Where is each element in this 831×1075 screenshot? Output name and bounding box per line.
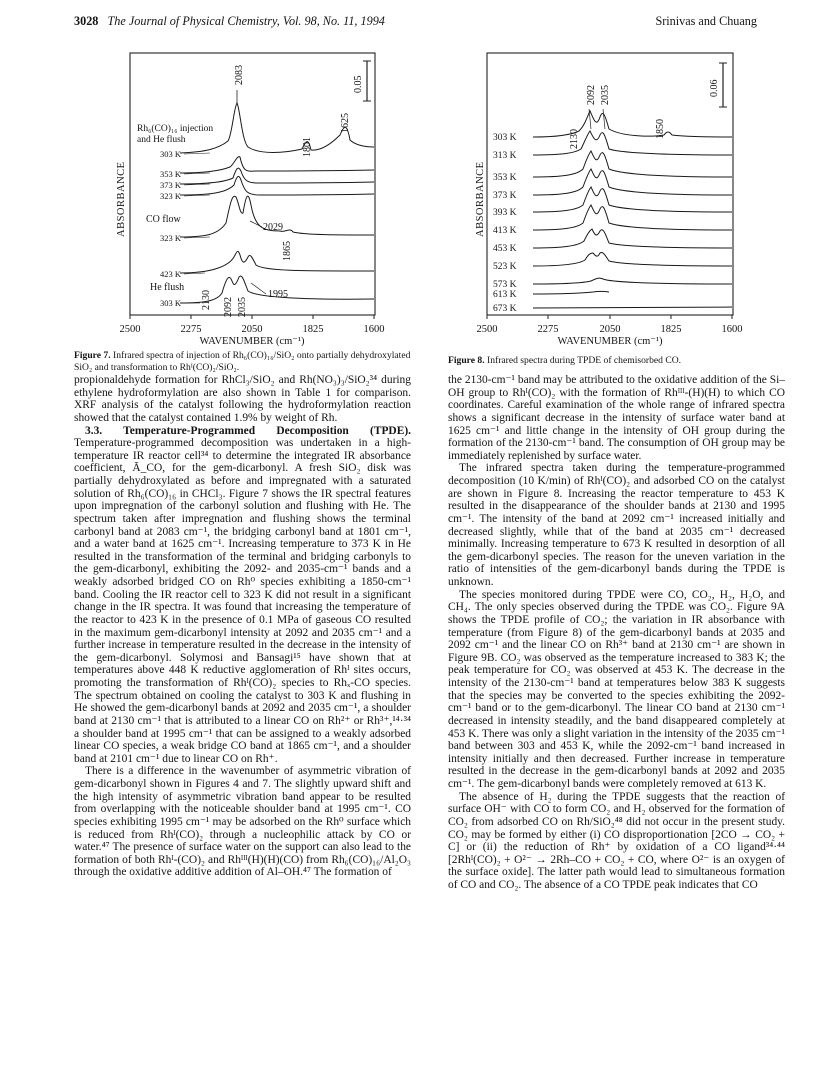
y-axis-label: ABSORBANCE bbox=[116, 161, 127, 237]
x-axis-label: WAVENUMBER (cm⁻¹) bbox=[199, 336, 305, 347]
figure-7-caption bbox=[74, 350, 414, 374]
spectrum-label: 423 K bbox=[160, 269, 182, 279]
x-tick-label: 1825 bbox=[660, 324, 682, 335]
x-axis-label: WAVENUMBER (cm⁻¹) bbox=[557, 336, 663, 347]
temperature-label: 453 K bbox=[493, 244, 517, 254]
peak-label: 2092 bbox=[586, 85, 597, 105]
paragraph-text: Temperature-programmed decomposition was undertaken in a high-temperature IR reactor cell³⁴ to determine the integrated IR absorbance coefficient, Ā_CO, for the gem-dicarbonyl. A fresh SiO₂ disk was partially dehydroxylated as before and impregnated with a saturated solution of Rh₆(CO)₁₆ in CHCl₃. Figure 7 shows the IR spectral features upon impregnation of the carbonyl solution and flushing with He. The spectrum taken after impregnation and flushing shows the terminal carbonyl band at 2083 cm⁻¹, the bridging carbonyl band at 1801 cm⁻¹, and a water band at 1625 cm⁻¹. Increasing temperature to 373 K in He resulted in the transformation of the terminal and bridging carbonyls to the gem-dicarbonyl, exhibiting the 2092- and 2035-cm⁻¹ bands and a weakly adsorbed bridged CO on Rh⁰ species exhibiting a 1850-cm⁻¹ band. Cooling the IR reactor cell to 323 K did not result in a significant change in the IR spectra. It was found that increasing the temperature of the reactor to 423 K in the presence of 0.1 MPa of gaseous CO resulted in the maximum gem-dicarbonyl intensity at 2092 and 2035 cm⁻¹ and a further increase in temperature resulted in the decrease in the intensity of the gem-dicarbonyl. Solymosi and Bansagi¹⁵ have shown that at temperatures above 448 K reductive agglomeration of Rhᴵ sites occurs, promoting the transformation of Rhᴵ(CO)₂ species to Rhₓ-CO species. The spectrum obtained on cooling the catalyst to 303 K and flushing in He showed the gem-dicarbonyl bands at 2092 and 2035 cm⁻¹, a shoulder band at 2130 cm⁻¹ that is attributed to a linear CO on Rh²⁺ or Rh³⁺,¹⁴·³⁴ a shoulder band at 1995 cm⁻¹ that can be assigned to a weakly adsorbed linear CO species, a weak bridge CO band at 1865 cm⁻¹, and a shoulder band at 2101 cm⁻¹ due to linear CO on Rh⁺. bbox=[74, 437, 411, 765]
spectra-curves bbox=[533, 111, 732, 308]
running-header-left bbox=[74, 14, 385, 29]
figure-7-plot bbox=[80, 45, 420, 360]
x-tick-label: 1600 bbox=[363, 324, 385, 335]
spectrum-label: 323 K bbox=[160, 233, 182, 243]
paragraph: propionaldehyde formation for RhCl₃/SiO₂ and Rh(NO₃)₃/SiO₂³⁴ during ethylene hydroformylation are also shown in Table 1 for comparison. XRF analysis of the catalyst following the hydroformylation reaction showed that the catalyst contained 1.9% by weight of Rh. bbox=[74, 374, 411, 424]
figure-8-plot bbox=[453, 45, 753, 360]
x-tick-label: 1600 bbox=[721, 324, 743, 335]
peak-label: 2130 bbox=[569, 129, 580, 149]
paragraph-section-3-3 bbox=[74, 425, 411, 766]
figure-8-caption bbox=[448, 355, 788, 367]
paragraph: The species monitored during TPDE were CO, CO₂, H₂, H₂O, and CH₄. The only species observed during the TPDE was CO₂. Figure 9A shows the TPDE profile of CO₂; the variation in IR absorbance with temperature (from Figure 8) of the gem-dicarbonyl bands at 2035 and 2092 cm⁻¹ and the linear CO on Rh³⁺ band at 2130 cm⁻¹ are shown in Figure 9B. CO₂ was observed as the temperature increased to 383 K; the peak temperature for CO₂ was observed at 453 K. The decrease in the intensity of the 2130-cm⁻¹ band at temperatures below 383 K suggests that the species may be converted to the species exhibiting the 2092-cm⁻¹ band or to the gem-dicarbonyl. The linear CO band at 2130 cm⁻¹ decreased in intensity steadily, and the band disappeared completely at 453 K. There was only a slight variation in the intensity of the 2035 cm⁻¹ band between 303 and 453 K, while the 2092-cm⁻¹ band increased in intensity initially and then decreased. Further increase in temperature resulted in the decrease in the gem-dicarbonyl bands at 2092 and 2035 cm⁻¹. The gem-dicarbonyl bands were completely removed at 613 K. bbox=[448, 588, 785, 790]
peak-label: 2029 bbox=[263, 222, 283, 233]
temperature-label: 673 K bbox=[493, 304, 517, 314]
peak-label: 1865 bbox=[282, 241, 293, 261]
peak-label: 1625 bbox=[340, 113, 351, 133]
temperature-label: 613 K bbox=[493, 290, 517, 300]
section-heading: 3.3. Temperature-Programmed Decomposition (TPDE). bbox=[85, 424, 411, 437]
temperature-label: 373 K bbox=[493, 191, 517, 201]
scale-bar-label: 0.06 bbox=[709, 79, 720, 97]
peak-label: 2035 bbox=[237, 297, 248, 317]
paragraph: There is a difference in the wavenumber of asymmetric vibration of gem-dicarbonyl shown in Figures 4 and 7. The slightly upward shift and the high intensity of asymmetric vibration band appear to be resulted from overlapping with the noticeable shoulder band at 1995 cm⁻¹. CO species exhibiting 1995 cm⁻¹ may be adsorbed on the Rh⁰ surface which is reduced from Rhᴵ(CO)₂ through a nucleophilic attack by CO or water.⁴⁷ The presence of surface water on the support can also lead to the formation of both Rhᴵ-(CO)₂ and Rhᴵᴵᴵ(H)(H)(CO) from Rh₆(CO)₁₆/Al₂O₃ through the oxidative additive addition of Al–OH.⁴⁷ The formation of bbox=[74, 765, 411, 879]
spectrum-label: 373 K bbox=[160, 180, 182, 190]
peak-label: 1801 bbox=[302, 137, 313, 157]
temperature-label: 523 K bbox=[493, 262, 517, 272]
peak-label: 1995 bbox=[268, 289, 288, 300]
temperature-label: 413 K bbox=[493, 226, 517, 236]
figure-8 bbox=[453, 45, 753, 360]
temperature-label: 393 K bbox=[493, 208, 517, 218]
x-tick-label: 2275 bbox=[180, 324, 202, 335]
page-number: 3028 bbox=[74, 14, 99, 28]
peak-label: 2083 bbox=[234, 65, 245, 85]
spectrum-label: He flush bbox=[150, 282, 185, 293]
x-tick-label: 2050 bbox=[599, 324, 621, 335]
x-tick-label: 2050 bbox=[241, 324, 263, 335]
figure-7-caption-label: Figure 7. bbox=[74, 350, 111, 361]
spectrum-label: 323 K bbox=[160, 191, 182, 201]
x-tick-label: 2500 bbox=[476, 324, 498, 335]
x-tick-label: 2275 bbox=[537, 324, 559, 335]
label-leaders bbox=[184, 153, 210, 303]
figure-8-caption-label: Figure 8. bbox=[448, 355, 485, 366]
temperature-label: 303 K bbox=[493, 133, 517, 143]
paragraph: The absence of H₂ during the TPDE suggests that the reaction of surface OH⁻ with CO to form CO₂ and H₂ observed for the formation of CO₂ from adsorbed CO on Rh/SiO₂⁴⁸ did not occur in the present study. CO₂ may be formed by either (i) CO disproportionation [2CO → CO₂ + C] or (ii) the reduction of Rh⁺ by oxidation of a CO ligand³⁴·⁴⁴ [2Rhᴵ(CO)₂ + O²⁻ → 2Rh–CO + CO₂ + CO, where O²⁻ is an oxygen of the surface oxide]. The latter path would lead to simultaneous formation of CO and CO₂. The absence of a CO TPDE peak indicates that CO bbox=[448, 790, 785, 891]
figure-7-caption-text: Infrared spectra of injection of Rh₆(CO)₁₆/SiO₂ onto partially dehydroxylated SiO₂ and transformation to Rhᴵ(CO)₂/SiO₂. bbox=[74, 350, 411, 373]
paragraph: The infrared spectra taken during the temperature-programmed decomposition (10 K/min) of Rhᴵ(CO)₂ and adsorbed CO on the catalyst are shown in Figure 8. Increasing the reactor temperature to 453 K resulted in the disappearance of the shoulder bands at 2130 and 1995 cm⁻¹. The intensity of the band at 2092 cm⁻¹ increased initially and decreased slightly, while that of the band at 2035 cm⁻¹ decreased minimally. Increasing temperature to 673 K resulted in desorption of all the gem-dicarbonyl species. The reason for the uneven variation in the ratio of intensities of the gem-dicarbonyl bands during the TPDE is unknown. bbox=[448, 462, 785, 588]
x-tick-label: 2500 bbox=[119, 324, 141, 335]
spectrum-label: Rh₆(CO)₁₆ injection bbox=[137, 124, 214, 134]
spectrum-label: CO flow bbox=[146, 214, 181, 225]
scale-bar-label: 0.05 bbox=[353, 75, 364, 93]
x-tick-label: 1825 bbox=[302, 324, 324, 335]
spectrum-label: and He flush bbox=[137, 135, 186, 145]
peak-label: 2130 bbox=[201, 290, 212, 310]
spectrum-label: 353 K bbox=[160, 169, 182, 179]
running-header-authors: Srinivas and Chuang bbox=[655, 14, 757, 28]
peak-label: 2092 bbox=[223, 297, 234, 317]
y-axis-label: ABSORBANCE bbox=[475, 161, 486, 237]
temperature-label: 353 K bbox=[493, 173, 517, 183]
peak-label: 1850 bbox=[655, 119, 666, 139]
temperature-label: 313 K bbox=[493, 151, 517, 161]
peak-label: 2035 bbox=[600, 85, 611, 105]
left-text-column bbox=[74, 374, 411, 879]
spectrum-label: 303 K bbox=[160, 298, 182, 308]
temperature-label: 573 K bbox=[493, 280, 517, 290]
figure-8-caption-text: Infrared spectra during TPDE of chemisorbed CO. bbox=[487, 355, 682, 366]
journal-citation: The Journal of Physical Chemistry, Vol. 98, No. 11, 1994 bbox=[107, 14, 385, 28]
spectrum-label: 303 K bbox=[160, 149, 182, 159]
figure-7 bbox=[80, 45, 420, 360]
paragraph: the 2130-cm⁻¹ band may be attributed to the oxidative addition of the Si–OH group to Rhᴵ(CO)₂ with the formation of Rhᴵᴵᴵ-(H)(H) to which CO coordinates. Careful examination of the whole range of infrared spectra shows a significant decrease in the intensity of surface water band at 1625 cm⁻¹ and little change in the intensity of OH group during the formation of the 2130-cm⁻¹ band. The consumption of OH group may be immediately replenished by surface water. bbox=[448, 374, 785, 462]
right-text-column bbox=[448, 374, 785, 892]
